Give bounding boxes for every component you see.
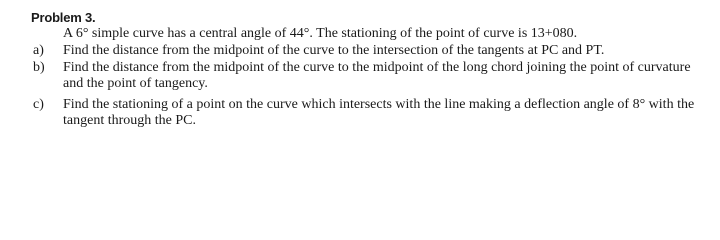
problem-title: Problem 3. [31,10,96,25]
question-marker: b) [33,60,45,75]
problem-statement: A 6° simple curve has a central angle of 44°. The stationing of the point of curve is 13+080. [63,26,578,41]
question-text: Find the distance from the midpoint of the curve to the intersection of the tangents at PC and PT. [63,43,605,58]
question-marker: a) [33,43,44,58]
question-text: Find the stationing of a point on the curve which intersects with the line making a deflection angle of 8° with the tangent through the PC. [63,97,695,128]
question-marker: c) [33,97,44,112]
question-text: Find the distance from the midpoint of the curve to the midpoint of the long chord joining the point of curvature and the point of tangency. [63,60,691,91]
